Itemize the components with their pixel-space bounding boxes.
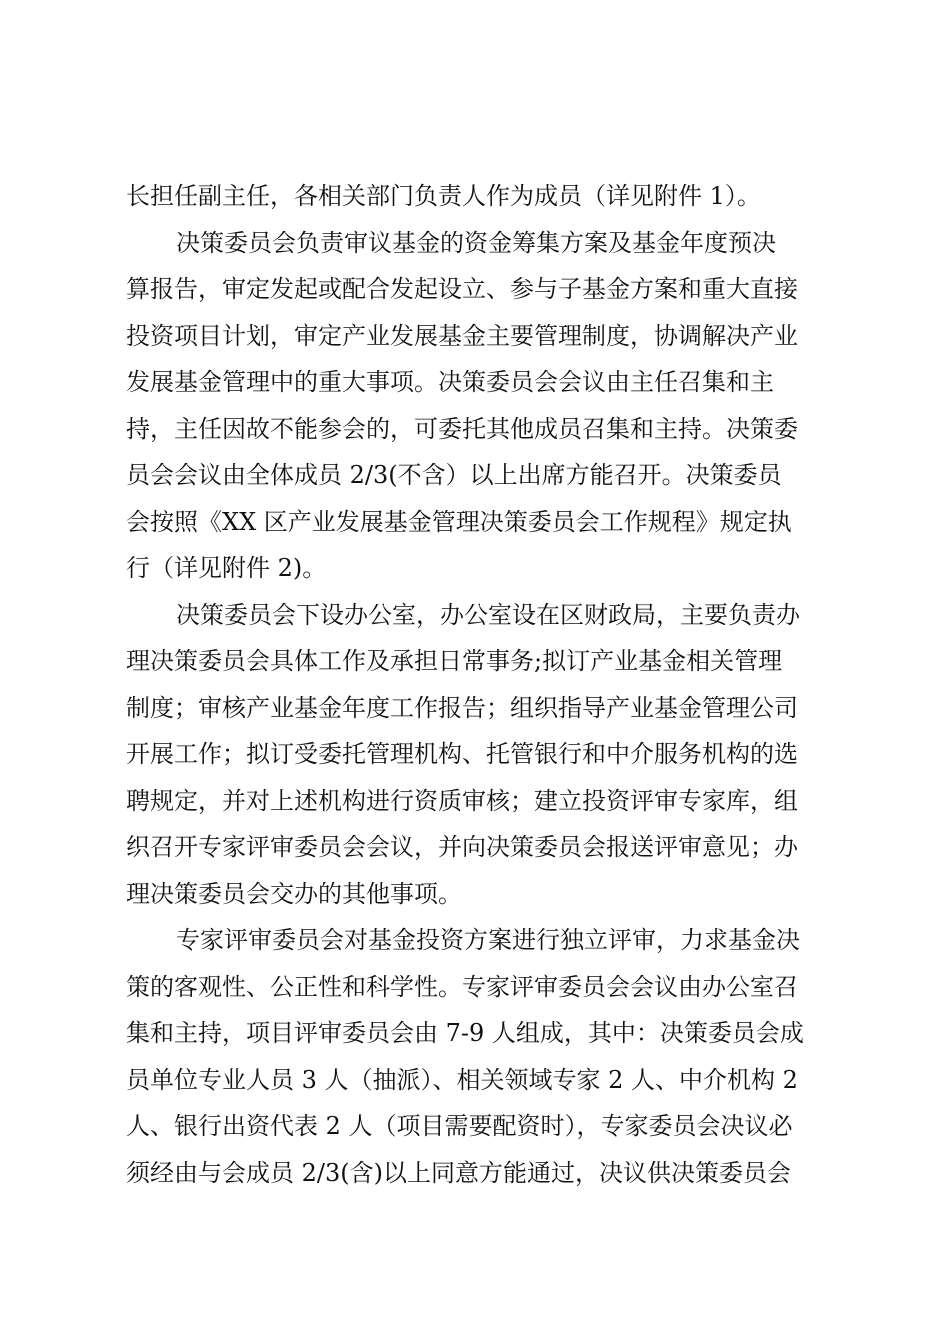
text-line: 人、银行出资代表 2 人（项目需要配资时），专家委员会决议必 [126,1112,793,1140]
text-line: 算报告，审定发起或配合发起设立、参与子基金方案和重大直接 [126,275,798,303]
text-line: 发展基金管理中的重大事项。决策委员会会议由主任召集和主 [126,368,774,396]
text-line: 织召开专家评审委员会会议，并向决策委员会报送评审意见；办 [126,833,798,861]
text-line: 持，主任因故不能参会的，可委托其他成员召集和主持。决策委 [126,415,798,443]
text-line: 制度；审核产业基金年度工作报告；组织指导产业基金管理公司 [126,694,798,722]
text-line: 行（详见附件 2)。 [126,554,327,582]
paragraph-start-line: 专家评审委员会对基金投资方案进行独立评审，力求基金决 [176,926,800,954]
text-line: 会按照《XX 区产业发展基金管理决策委员会工作规程》规定执 [126,508,792,536]
text-line: 理决策委员会交办的其他事项。 [126,880,462,908]
text-line: 策的客观性、公正性和科学性。专家评审委员会会议由办公室召 [126,973,798,1001]
paragraph-start-line: 决策委员会下设办公室，办公室设在区财政局，主要负责办 [176,601,800,629]
text-line: 聘规定，并对上述机构进行资质审核；建立投资评审专家库，组 [126,787,798,815]
paragraph-start-line: 决策委员会负责审议基金的资金筹集方案及基金年度预决 [176,229,776,257]
text-line: 须经由与会成员 2/3(含)以上同意方能通过，决议供决策委员会 [126,1159,791,1187]
text-line: 集和主持，项目评审委员会由 7-9 人组成，其中：决策委员会成 [126,1019,804,1047]
text-line: 理决策委员会具体工作及承担日常事务;拟订产业基金相关管理 [126,647,783,675]
text-line: 开展工作；拟订受委托管理机构、托管银行和中介服务机构的选 [126,740,798,768]
text-line: 员单位专业人员 3 人（抽派）、相关领域专家 2 人、中介机构 2 [126,1066,798,1094]
text-line: 员会会议由全体成员 2/3(不含）以上出席方能召开。决策委员 [126,461,782,489]
text-line: 长担任副主任，各相关部门负责人作为成员（详见附件 1）。 [126,182,761,210]
text-line: 投资项目计划，审定产业发展基金主要管理制度，协调解决产业 [126,322,798,350]
